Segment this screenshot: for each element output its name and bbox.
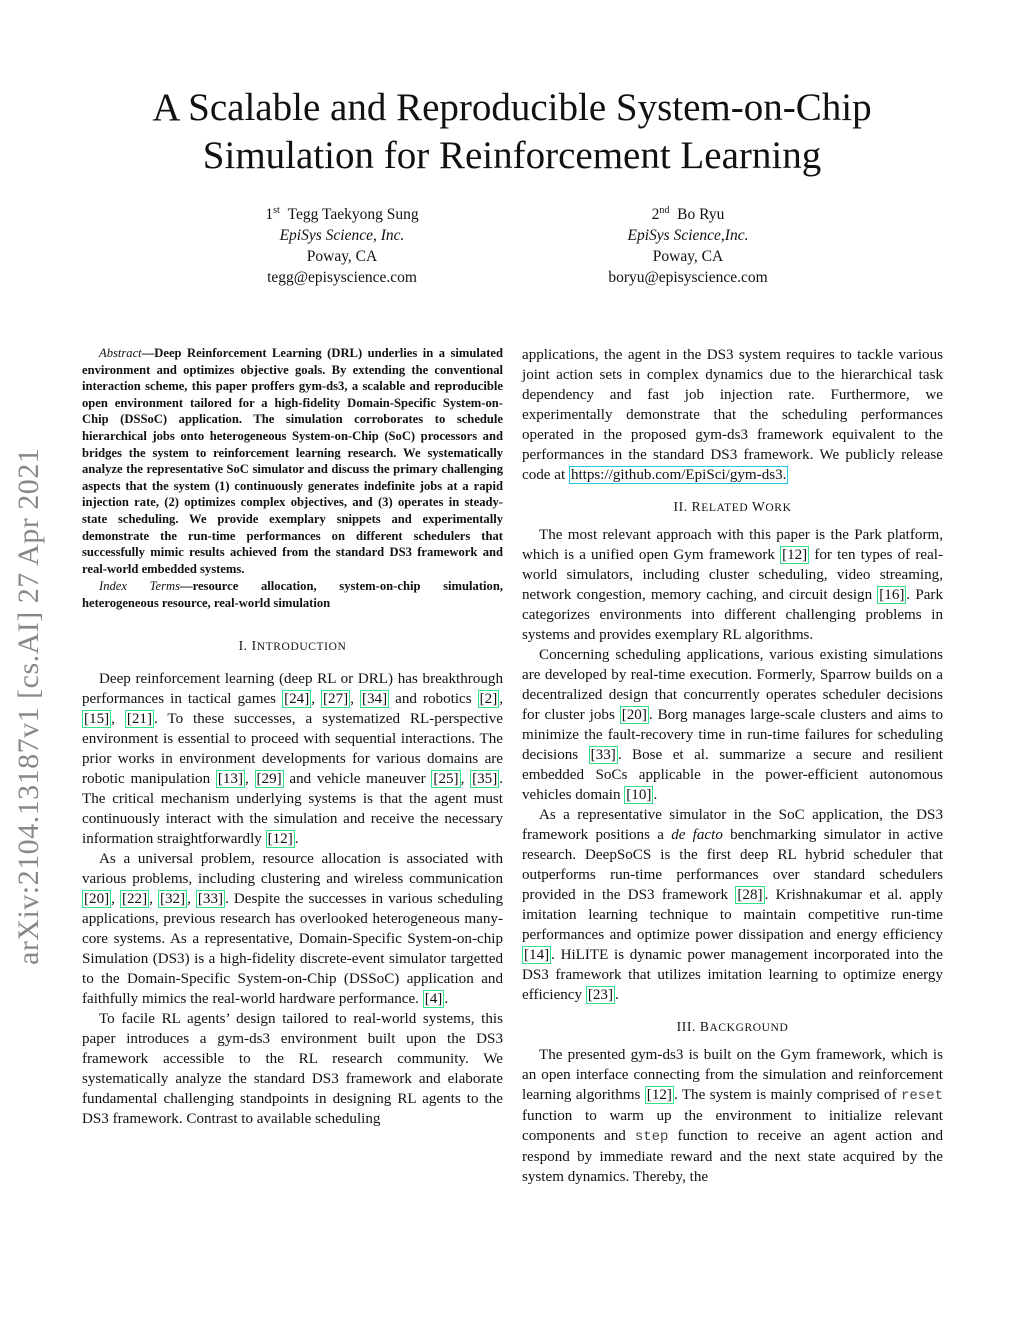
author-1-name — [192, 200, 492, 225]
author-2-name — [538, 200, 838, 225]
author-2-affiliation: EpiSys Science,Inc. — [627, 227, 749, 245]
text: . The critical mechanism underlying systems is that the agent must continuously interact with the simulation and receive the necessary information straightforwardly — [82, 770, 504, 847]
section-heading-background — [522, 1017, 943, 1038]
author-1-email: tegg@episyscience.com — [267, 269, 417, 287]
citation-link[interactable]: [2] — [479, 690, 498, 707]
citation-link[interactable]: [16] — [879, 587, 905, 603]
author-1-affiliation: EpiSys Science, Inc. — [279, 227, 405, 245]
title-line-1: A Scalable and Reproducible System-on-Chip — [152, 86, 872, 129]
section-heading-introduction — [82, 636, 503, 657]
paper-title — [0, 84, 1024, 180]
author-2-ordinal: 2 — [651, 206, 660, 224]
index-terms-label: Index Terms — [99, 579, 180, 594]
citation-link[interactable]: [32] — [159, 890, 186, 907]
author-2 — [538, 200, 838, 288]
citation-link[interactable]: [12] — [782, 547, 808, 563]
text: function to warm up the environment to initialize relevant components and — [522, 1108, 943, 1144]
code-reset: reset — [901, 1088, 944, 1104]
author-1 — [192, 200, 492, 288]
text-italic: de facto — [671, 827, 723, 843]
related-first-letter-2: W — [752, 499, 766, 514]
text: benchmarking simulator in active research. DeepSoCS is the first deep RL hybrid scheduler that outperforms run-time performances over standard schedulers provided in the DS3 framework — [522, 827, 944, 903]
text: . The system is mainly comprised of — [673, 1087, 901, 1103]
citation-link[interactable]: [21] — [126, 710, 152, 727]
related-number: II. — [673, 499, 688, 514]
citation-link[interactable]: [34] — [361, 690, 388, 707]
citation-link[interactable]: [12] — [646, 1087, 672, 1103]
section-heading-related-work — [522, 497, 943, 518]
citation-link[interactable]: [25] — [433, 770, 459, 787]
citation-link[interactable]: [10] — [626, 787, 652, 803]
citation-link[interactable]: [23] — [587, 987, 613, 1003]
citation-link[interactable]: [33] — [590, 747, 616, 763]
background-first-letter: B — [699, 1019, 710, 1034]
citation-link[interactable]: [15] — [84, 710, 110, 727]
author-2-email: boryu@episyscience.com — [608, 269, 768, 287]
related-paragraph-1 — [522, 525, 943, 645]
text: As a universal problem, resource allocation is associated with various problems, including clustering and wireless communication — [82, 850, 503, 887]
intro-paragraph-3: To facile RL agents’ design tailored to real-world systems, this paper introduces a gym-ds3 environment built upon the DS3 framework accessible to the RL research community. We systematically analyze the standard DS3 framework and elaborate fundamental challenging standpoints in designing RL agents to the DS3 framework. Contrast to available scheduling — [82, 1010, 503, 1127]
related-paragraph-3: As a representative simulator in the SoC application, the DS3 framework positions a de facto benchmarking simulator in active research. DeepSoCS is the first deep RL hybrid scheduler that outperforms run-time performances over standard schedulers provided in the DS3 framework [28] . Krishnakumar et al. apply imitation learning technique to maintain competitive run-time performances and optimize power dissipation and energy efficiency [14] . HiLITE is dynamic power management incorporated into the DS3 framework that utilizes imitation learning to optimize energy efficiency [23] . — [522, 807, 944, 1003]
citation-link[interactable]: [4] — [424, 990, 443, 1007]
author-1-location: Poway, CA — [306, 248, 378, 266]
citation-link[interactable]: [20] — [84, 890, 110, 907]
intro-first-letter: I — [251, 637, 257, 653]
citation-link[interactable]: [20] — [621, 707, 647, 723]
intro-paragraph-1: Deep reinforcement learning (deep RL or DRL) has breakthrough performances in tactical games [24] , [27] , [34] and robotics [2] , [15] , [21] . To these successes, a systematized RL-perspective environment is essential to proceed with sequential interactions. The prior works in environment developments for various domains are robotic manipulation [13] , [29] and vehicle maneuver [25] , [35] . The critical mechanism underlying systems is that the agent must continuously interact with the simulation and receive the necessary information straightforwardly [12] . — [82, 670, 504, 847]
text: The presented gym-ds3 is built on the Gym framework, which is an open interface connecting from the simulation and reinforcement learning algorithms — [522, 1047, 943, 1103]
background-paragraph-1 — [522, 1045, 943, 1187]
background-number: III. — [676, 1019, 696, 1034]
text: . Borg manages large-scale clusters and aims to minimize the fault-recovery time in run-time failures for scheduling decisions — [522, 707, 943, 763]
arxiv-identifier[interactable]: arXiv:2104.13187v1 [cs.AI] 27 Apr 2021 — [12, 447, 45, 965]
author-1-ordinal: 1 — [265, 206, 274, 224]
related-rest-2: ORK — [765, 502, 792, 514]
title-line-2: Simulation for Reinforcement Learning — [202, 134, 822, 177]
text: The most relevant approach with this paper is the Park platform, which is a unified open Gym framework — [522, 527, 943, 563]
citation-link[interactable]: [24] — [284, 690, 310, 707]
author-2-name-text: Bo Ryu — [677, 206, 725, 224]
citation-link[interactable]: [33] — [197, 890, 224, 907]
right-column — [522, 345, 943, 1187]
abstract — [82, 345, 503, 577]
abstract-label: Abstract — [99, 346, 142, 360]
text: . Krishnakumar et al. apply imitation learning technique to maintain competitive run-time performances and optimize power dissipation and energy efficiency — [522, 887, 943, 943]
author-1-name-text: Tegg Taekyong Sung — [287, 206, 419, 224]
text: and robotics — [389, 690, 478, 707]
citation-link[interactable]: [27] — [323, 690, 349, 707]
background-rest: ACKGROUND — [709, 1022, 789, 1034]
citation-link[interactable]: [13] — [217, 770, 243, 787]
text: . Bose et al. summarize a secure and resilient embedded SoCs applicable in the power-efficient autonomous vehicles domain — [522, 747, 943, 803]
text: Concerning scheduling applications, various existing simulations are developed by real-time execution. Formerly, Sparrow builds on a decentralized design that concurrently operates scheduler decisions for cluster jobs — [522, 647, 943, 723]
text: . Despite the successes in various scheduling applications, previous research has overlooked heterogeneous many-core systems. As a representative, Domain-Specific System-on-chip Simulation (DS3) is a high-fidelity discrete-event simulator targetted to the Domain-Specific System-on-Chip (DSSoC) application and faithfully mimics the real-world hardware performance. — [82, 890, 504, 1007]
text: . HiLITE is dynamic power management incorporated into the DS3 framework that utilizes imitation learning to optimize energy efficiency — [522, 947, 943, 1003]
text: . Park categorizes environments into different challenging problems in systems and provides exemplary RL algorithms. — [522, 587, 943, 643]
text: applications, the agent in the DS3 system requires to tackle various joint action sets in complex dynamics due to the hierarchical task dependency and fast job injection rate. Furthermore, we experimentally demonstrate that the scheduling performances operated in the proposed gym-ds3 framework equivalent to the performances in the standard DS3 framework. We publicly release code at — [522, 347, 943, 483]
abstract-text: —Deep Reinforcement Learning (DRL) underlies in a simulated environment and optimizes objective goals. By extending the conventional interaction scheme, this paper proffers gym-ds3, a scalable and reproducible open environment tailored for a high-fidelity Domain-Specific System-on-Chip (DSSoC) application. The simulation corroborates to schedule hierarchical jobs onto heterogeneous System-on-Chip (SoC) processors and bridges the system to reinforcement learning research. We systematically analyze the representative SoC simulator and discuss the primary challenging aspects that the system (1) continuously generates indefinite jobs at a rapid injection rate, (2) optimizes complex objectives, and (3) operates in steady-state scheduling. We provide exemplary snippets and experimentally demonstrate the run-time performances on different schedulers that successfully mimic results achieved from the standard DS3 framework and real-world embedded systems. — [82, 346, 503, 576]
citation-link[interactable]: [29] — [256, 770, 282, 787]
related-paragraph-2: Concerning scheduling applications, various existing simulations are developed by real-time execution. Formerly, Sparrow builds on a decentralized design that concurrently operates scheduler decisions for cluster jobs [20] . Borg manages large-scale clusters and aims to minimize the fault-recovery time in run-time failures for scheduling decisions [33] . Bose et al. summarize a secure and resilient embedded SoCs applicable in the power-efficient autonomous vehicles domain [10] . — [522, 647, 943, 803]
text: for ten types of real-world simulators, including cluster scheduling, video streaming, network congestion, memory caching, and circuit design — [522, 547, 943, 603]
text: and vehicle maneuver — [283, 770, 432, 787]
intro-continuation — [522, 345, 943, 485]
citation-link[interactable]: [28] — [737, 887, 763, 903]
intro-paragraph-2: As a universal problem, resource allocation is associated with various problems, including clustering and wireless communication [20] , [22] , [32] , [33] . Despite the successes in various scheduling applications, previous research has overlooked heterogeneous many-core systems. As a representative, Domain-Specific System-on-chip Simulation (DS3) is a high-fidelity discrete-event simulator targetted to the Domain-Specific System-on-Chip (DSSoC) application and faithfully mimics the real-world hardware performance. [4] . — [82, 850, 504, 1007]
index-terms-text: —resource allocation, system-on-chip simulation, heterogeneous resource, real-world simulation — [82, 579, 503, 610]
code-step: step — [634, 1129, 669, 1145]
left-column — [82, 345, 503, 1129]
author-1-ordinal-sup: st — [273, 205, 280, 216]
intro-number: I. — [238, 637, 248, 653]
citation-link[interactable]: [12] — [267, 830, 293, 847]
intro-rest: NTRODUCTION — [256, 640, 347, 653]
text: function to receive an agent action and respond by immediate reward and the next state acquired by the system dynamics. Thereby, the — [522, 1128, 944, 1185]
index-terms — [82, 578, 503, 611]
citation-link[interactable]: [35] — [472, 770, 498, 787]
github-link[interactable]: https://github.com/EpiSci/gym-ds3. — [570, 467, 787, 483]
author-2-ordinal-sup: nd — [659, 205, 670, 216]
related-rest-1: ELATED — [701, 502, 749, 514]
citation-link[interactable]: [22] — [121, 890, 148, 907]
text: As a representative simulator in the SoC application, the DS3 framework positions a — [522, 807, 943, 843]
related-first-letter-1: R — [691, 499, 702, 514]
author-2-location: Poway, CA — [652, 248, 724, 266]
text: . To these successes, a systematized RL-perspective environment is essential to proceed with sequential interactions. The prior works in environment developments for various domains are robotic manipulation — [82, 710, 503, 787]
citation-link[interactable]: [14] — [524, 947, 550, 963]
text: Deep reinforcement learning (deep RL or DRL) has breakthrough performances in tactical games — [82, 670, 503, 707]
